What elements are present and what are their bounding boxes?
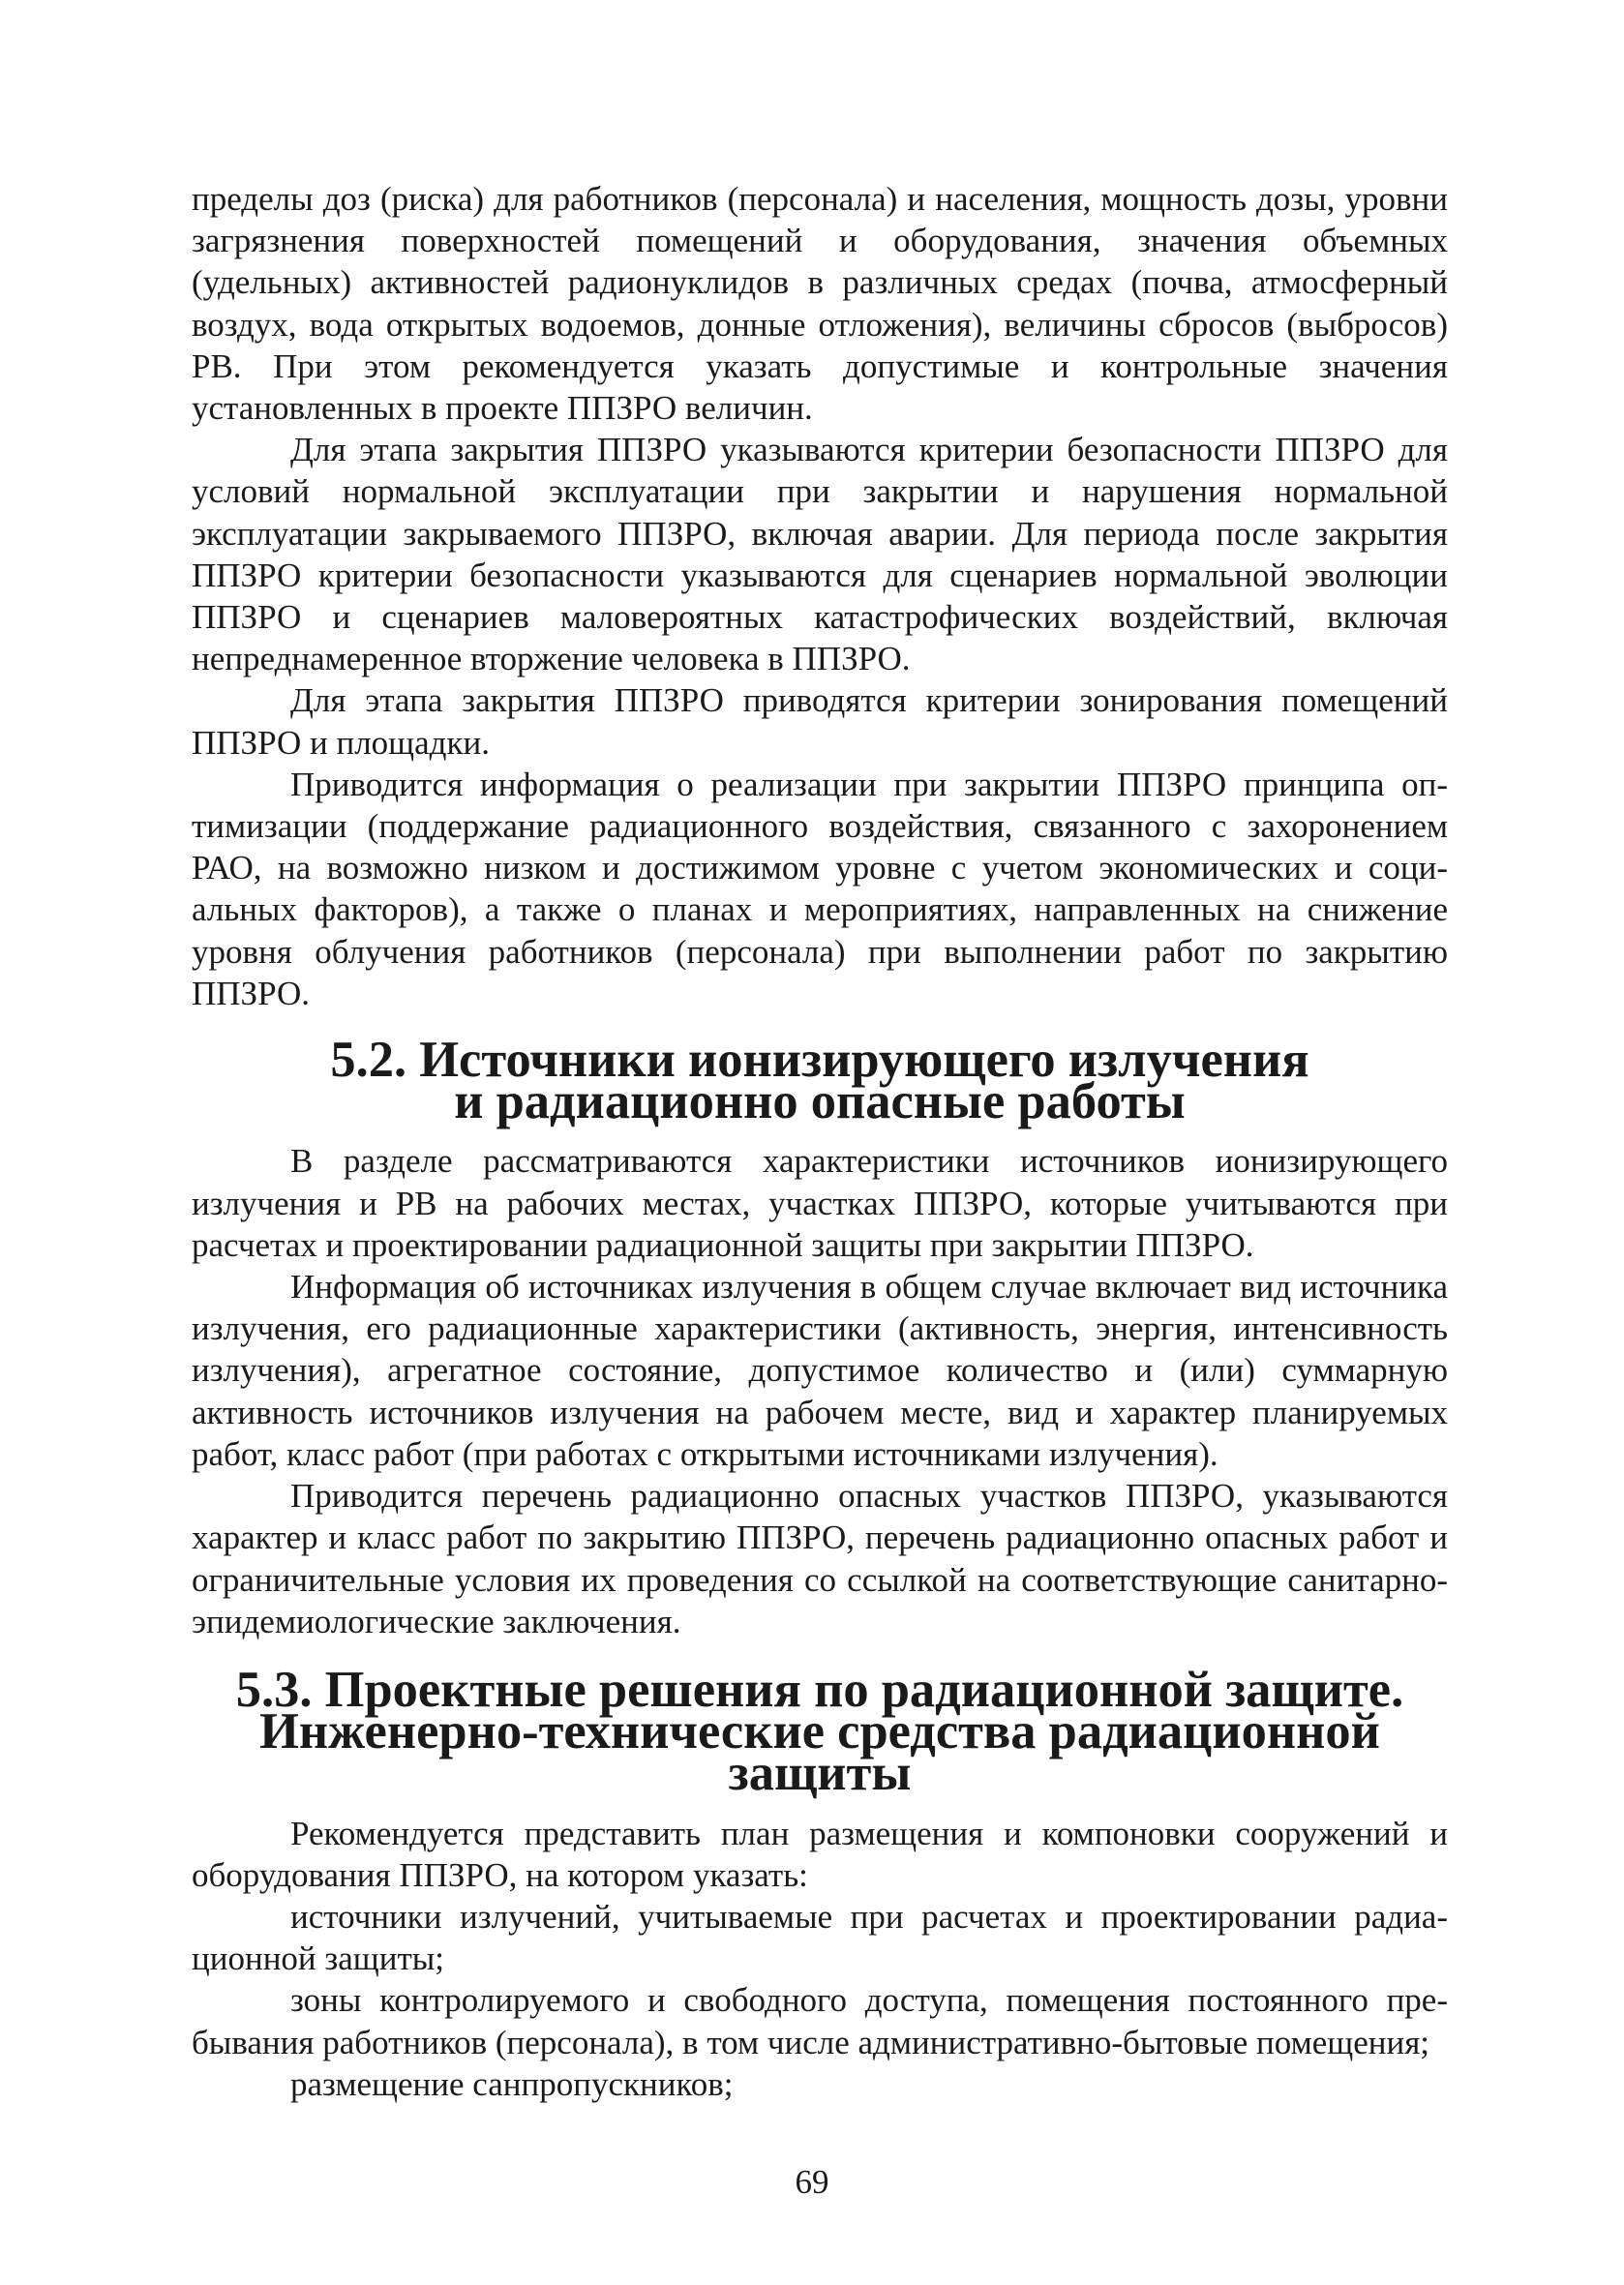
section-heading-5-2-line-2: и радиационно опасные работы (454, 1073, 1186, 1130)
section-heading-5-3-line-2: Инженерно-технические средства радиационной защиты (259, 1703, 1380, 1802)
section-heading-5-2 (192, 1032, 1448, 1130)
section-heading-5-3 (192, 1661, 1448, 1802)
paragraph-source-characteristics: В разделе рассматриваются характеристики источников ионизирующего излучения и РВ на рабочих местах, участках ППЗРО, которые учитываются при расчетах и проектировании радиационной защиты при закрытии ППЗРО. (192, 1142, 1448, 1264)
list-item-radiation-sources: источники излучений, учитываемые при расчетах и проектировании радиационной защиты; (192, 1897, 1448, 1978)
paragraph-zoning-criteria: Для этапа закрытия ППЗРО приводятся критерии зонирования помещений ППЗРО и площадки. (192, 681, 1448, 762)
page-content (192, 178, 1448, 2105)
paragraph-source-information: Информация об источниках излучения в общем случае включает вид источника излучения, его радиационные характеристики (активность, энергия, интенсивность излучения), агрегатное состояние, допустимое количество и (или) суммарную активность источников излучения на рабочем месте, вид и характер планируемых работ, класс работ (при работах с открытыми источниками излучения). (192, 1268, 1448, 1473)
paragraph-layout-plan: Рекомендуется представить план размещения и компоновки сооружений и оборудования ППЗРО, на котором указать: (192, 1814, 1448, 1894)
paragraph-radiation-limits: пределы доз (риска) для работников (персонала) и населения, мощность дозы, уровни загрязнения поверхностей помещений и оборудования, значения объемных (удельных) активностей радионуклидов в различных средах (почва, атмосферный воздух, вода открытых водоемов, донные отложения), величины сбросов (выбросов) РВ. При этом рекомендуется указать допустимые и контрольные значения установленных в проекте ППЗРО величин. (192, 180, 1448, 428)
paragraph-closure-safety-criteria: Для этапа закрытия ППЗРО указываются критерии безопасности ППЗРО для условий нормальной эксплуатации при закрытии и нарушения нормальной эксплуатации закрываемого ППЗРО, включая аварии. Для периода после закрытия ППЗРО критерии безопасности указываются для сценариев нормальной эволюции ППЗРО и сценариев маловероятных катастрофических воздействий, включая непреднамеренное вторжение человека в ППЗРО. (192, 431, 1448, 678)
list-item-access-zones: зоны контролируемого и свободного доступа, помещения постоянного пребывания работников (персонала), в том числе административно-бытовые помещения; (192, 1981, 1448, 2061)
section-heading-5-3-line-1: 5.3. Проектные решения по радиационной защите. (235, 1661, 1404, 1718)
list-item-sanitary-checkpoints: размещение санпропускников; (290, 2064, 734, 2103)
paragraph-hazardous-areas-list: Приводится перечень радиационно опасных участков ППЗРО, указываются характер и класс работ по закрытию ППЗРО, перечень радиационно опасных работ и ограничительные условия их проведения со ссылкой на соответствующие санитарно-эпидемиологические заключения. (192, 1477, 1448, 1640)
section-heading-5-2-line-1: 5.2. Источники ионизирующего излучения (330, 1032, 1309, 1089)
page-number: 69 (795, 2163, 829, 2201)
paragraph-optimization-principle: Приводится информация о реализации при закрытии ППЗРО принципа оптимизации (поддержание радиационного воздействия, связанного с захоронением РАО, на возможно низком и достижимом уровне с учетом экономических и социальных факторов), а также о планах и мероприятиях, направленных на снижение уровня облучения работников (персонала) при выполнении работ по закрытию ППЗРО. (192, 765, 1448, 1012)
